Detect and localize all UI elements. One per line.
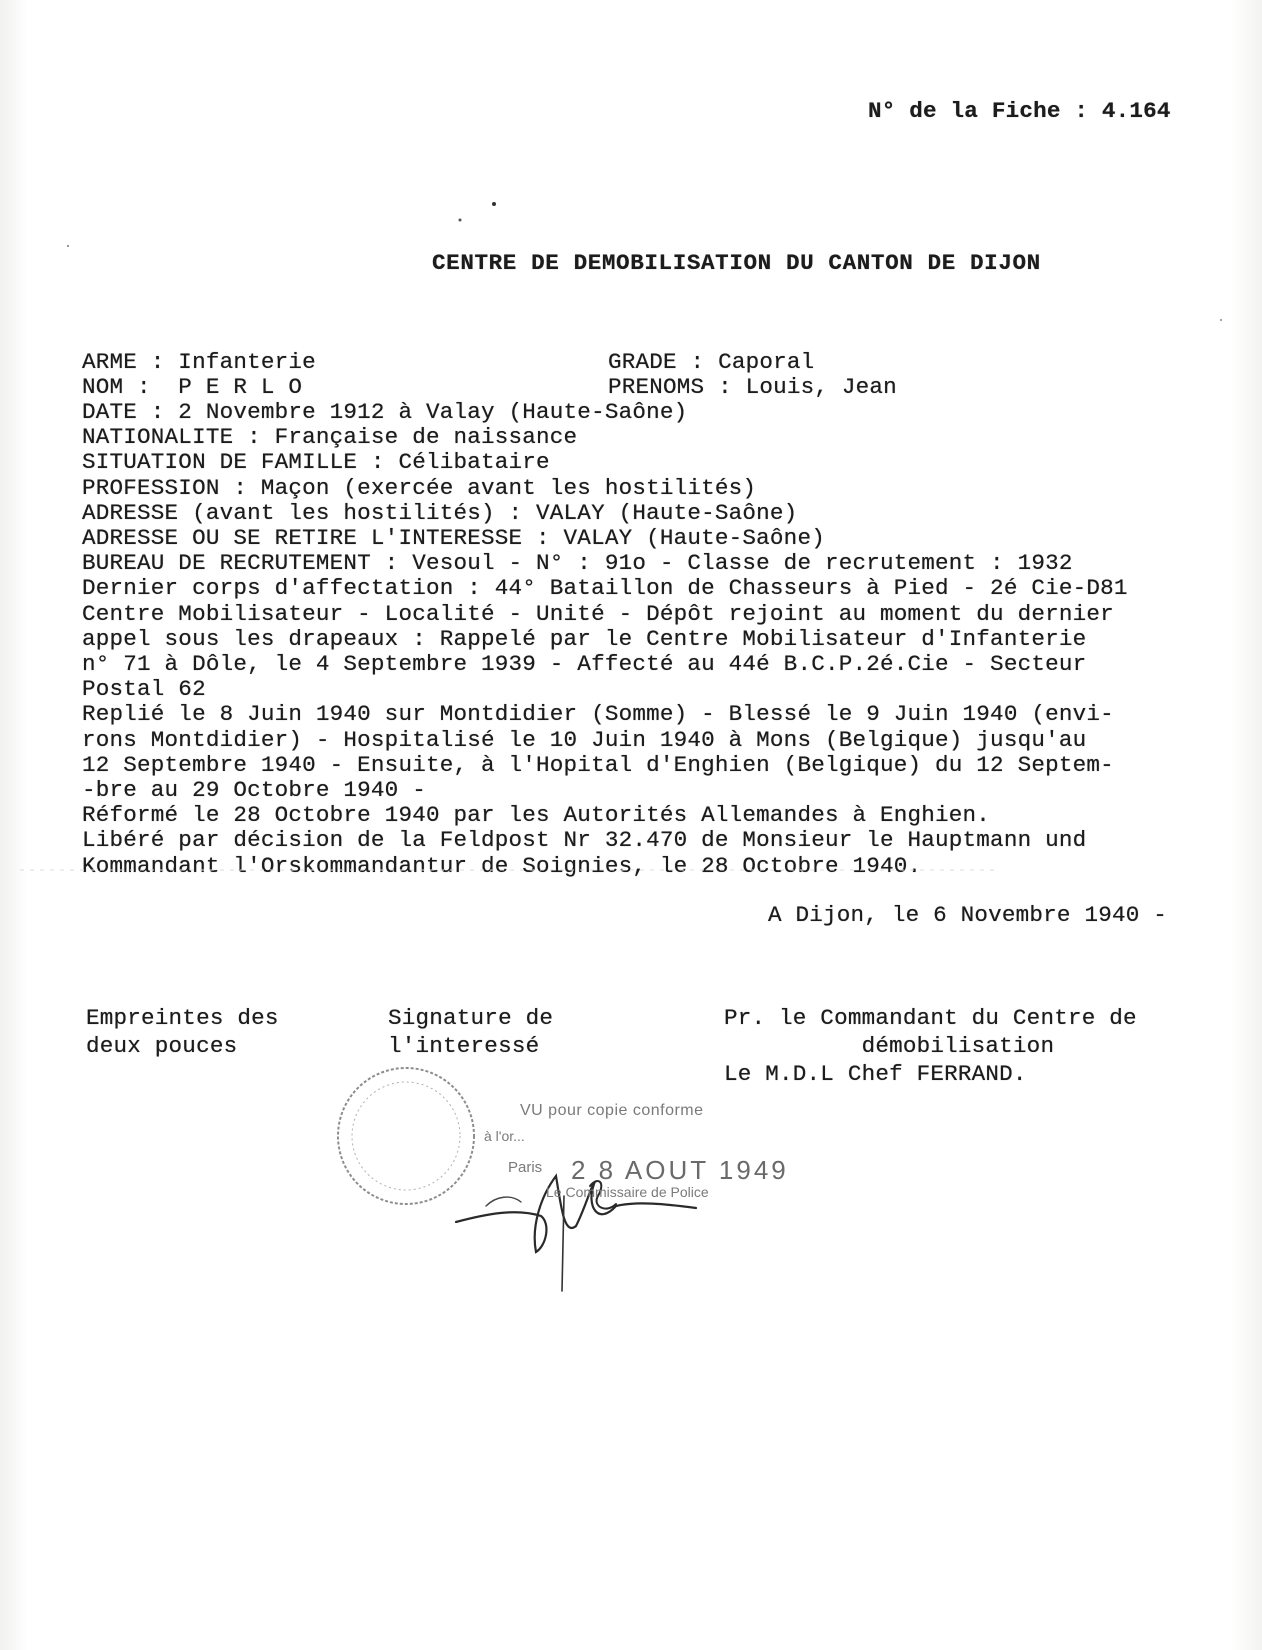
field-prenoms: PRENOMS : Louis, Jean [608,374,897,400]
record-body [82,400,1128,879]
body-line: BUREAU DE RECRUTEMENT : Vesoul - N° : 91o - Classe de recrutement : 1932 [82,550,1073,577]
body-line: SITUATION DE FAMILLE : Célibataire [82,449,550,476]
stamp-text: Paris [508,1159,543,1176]
signature-label-line: Signature de [388,1005,554,1031]
signature-label-line: l'interessé [388,1033,540,1059]
commandant-line: Le M.D.L Chef FERRAND. [724,1061,1027,1087]
signature-label [388,1004,553,1060]
thumbprints-label [86,1004,279,1060]
place-and-date: A Dijon, le 6 Novembre 1940 - [768,902,1167,928]
document-title: CENTRE DE DEMOBILISATION DU CANTON DE DIJON [432,250,1041,276]
body-line: Réformé le 28 Octobre 1940 par les Autorités Allemandes à Enghien. [82,802,991,829]
body-line: Libéré par décision de la Feldpost Nr 32.470 de Monsieur le Hauptmann und [82,827,1087,854]
field-grade: GRADE : Caporal [608,349,815,375]
field-nom: NOM : P E R L O [82,374,303,400]
body-line: NATIONALITE : Française de naissance [82,424,578,451]
thumbprints-label-line: deux pouces [86,1033,238,1059]
body-line: Replié le 8 Juin 1940 sur Montdidier (Somme) - Blessé le 9 Juin 1940 (envi- [82,701,1114,728]
body-line: Kommandant l'Orskommandantur de Soignies, le 28 Octobre 1940. [82,852,922,879]
body-line: -bre au 29 Octobre 1940 - [82,777,426,804]
stamp-date: 2 8 AOUT 1949 [571,1155,789,1185]
body-line: PROFESSION : Maçon (exercée avant les hostilités) [82,474,757,501]
thumbprints-label-line: Empreintes des [86,1005,279,1031]
stamp-text: Le Commissaire de Police [546,1184,709,1200]
body-line: Centre Mobilisateur - Localité - Unité - Dépôt rejoint au moment du dernier [82,600,1114,627]
body-line: n° 71 à Dôle, le 4 Septembre 1939 - Affecté au 44é B.C.P.2é.Cie - Secteur [82,651,1087,678]
body-line: Dernier corps d'affectation : 44° Bataillon de Chasseurs à Pied - 2é Cie-D81 [82,575,1128,602]
commandant-line: démobilisation [724,1033,1055,1059]
fiche-number: N° de la Fiche : 4.164 [868,98,1171,124]
body-line: 12 Septembre 1940 - Ensuite, à l'Hopital d'Enghien (Belgique) du 12 Septem- [82,751,1114,778]
body-line: DATE : 2 Novembre 1912 à Valay (Haute-Saône) [82,399,688,425]
stamp-text: à l'or... [484,1128,525,1144]
round-seal-icon [338,1068,474,1204]
body-line: appel sous les drapeaux : Rappelé par le Centre Mobilisateur d'Infanterie [82,625,1087,652]
commandant-line: Pr. le Commandant du Centre de [724,1005,1137,1031]
body-line: ADRESSE OU SE RETIRE L'INTERESSE : VALAY (Haute-Saône) [82,525,825,552]
field-arme: ARME : Infanterie [82,349,316,375]
body-line: Postal 62 [82,676,206,703]
stamp-text: VU pour copie conforme [520,1102,704,1119]
body-line: ADRESSE (avant les hostilités) : VALAY (Haute-Saône) [82,499,798,526]
official-stamp [336,1056,796,1306]
body-line: rons Montdidier) - Hospitalisé le 10 Juin 1940 à Mons (Belgique) jusqu'au [82,726,1087,753]
